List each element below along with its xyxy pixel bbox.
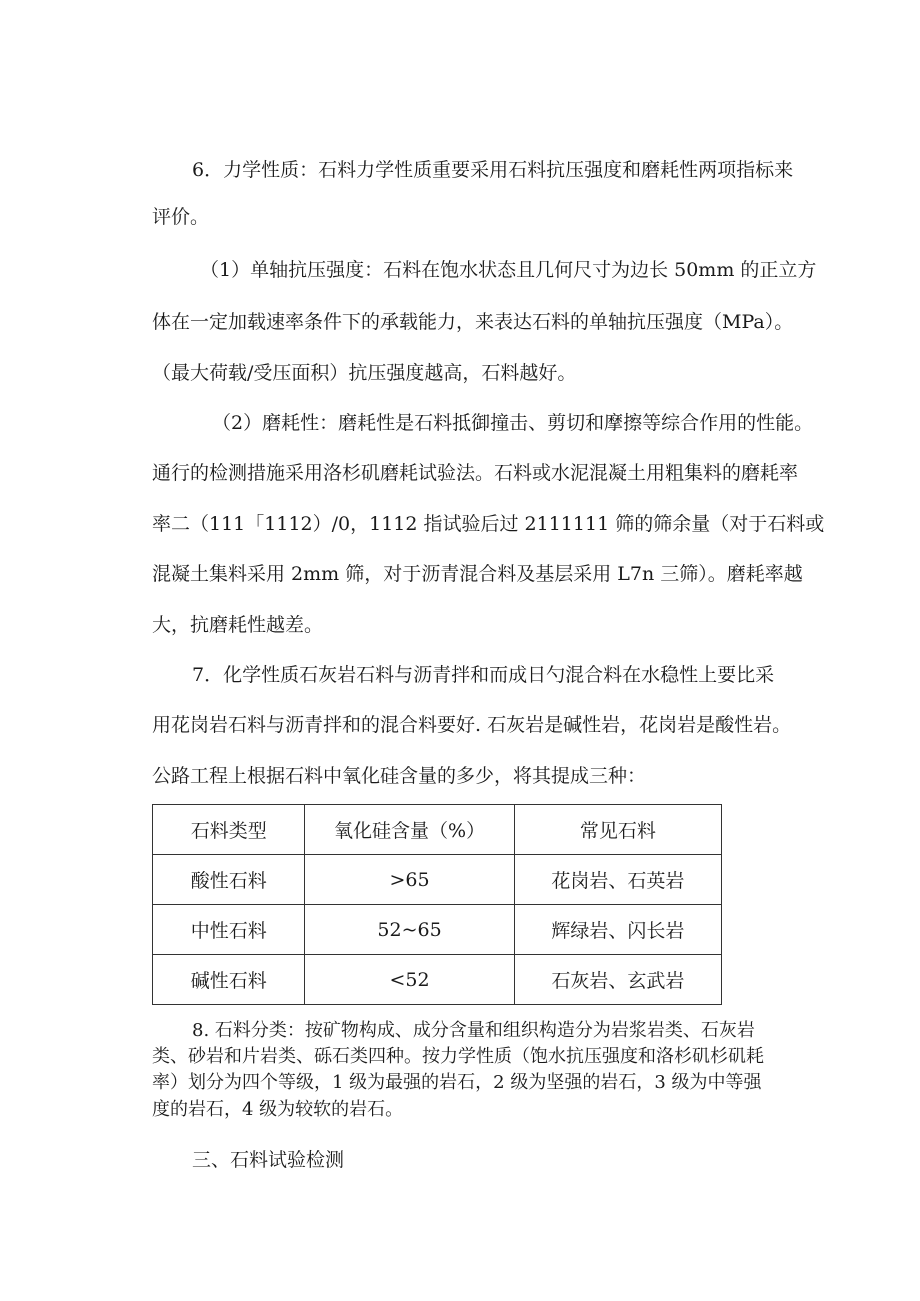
table-cell: <52 bbox=[305, 955, 514, 1005]
paragraph-1-line-2: 体在一定加载速率条件下的承载能力，来表达石料的单轴抗压强度（MPa）。 bbox=[152, 311, 794, 333]
paragraph-7-line-3: 公路工程上根据石料中氧化硅含量的多少，将其提成三种： bbox=[152, 765, 647, 787]
paragraph-7-line-2: 用花岗岩石料与沥青拌和的混合料要好. 石灰岩是碱性岩，花岗岩是酸性岩。 bbox=[152, 714, 792, 736]
table-row bbox=[153, 855, 722, 905]
section-heading: 三、石料试验检测 bbox=[192, 1149, 345, 1171]
silica-content-table bbox=[152, 804, 722, 1005]
paragraph-8-line-4: 度的岩石，4 级为较软的岩石。 bbox=[152, 1099, 404, 1120]
table-cell: 花岗岩、石英岩 bbox=[514, 855, 721, 905]
paragraph-2-line-4: 混凝土集料采用 2mm 筛，对于沥青混合料及基层采用 L7n 三筛）。磨耗率越 bbox=[152, 563, 803, 585]
table-cell: 辉绿岩、闪长岩 bbox=[514, 905, 721, 955]
table-header-cell: 石料类型 bbox=[153, 805, 305, 855]
paragraph-1-line-1: （1）单轴抗压强度：石料在饱水状态且几何尺寸为边长 50mm 的正立方 bbox=[200, 259, 817, 281]
paragraph-2-line-5: 大，抗磨耗性越差。 bbox=[152, 614, 324, 636]
paragraph-6-line-2: 评价。 bbox=[152, 206, 210, 228]
paragraph-8-line-3: 率）划分为四个等级，1 级为最强的岩石，2 级为坚强的岩石，3 级为中等强 bbox=[152, 1072, 762, 1093]
paragraph-2-line-1: （2）磨耗性：磨耗性是石料抵御撞击、剪切和摩擦等综合作用的性能。 bbox=[212, 412, 814, 434]
paragraph-8-line-2: 类、砂岩和片岩类、砾石类四种。按力学性质（饱水抗压强度和洛杉矶杉矶耗 bbox=[152, 1046, 764, 1067]
table-header-cell: 氧化硅含量（%） bbox=[305, 805, 514, 855]
table-header-row bbox=[153, 805, 722, 855]
paragraph-7-line-1: 7．化学性质石灰岩石料与沥青拌和而成日勺混合料在水稳性上要比采 bbox=[192, 664, 775, 686]
table-header-cell: 常见石料 bbox=[514, 805, 721, 855]
table-cell: 石灰岩、玄武岩 bbox=[514, 955, 721, 1005]
table-cell: 碱性石料 bbox=[153, 955, 305, 1005]
table-cell: >65 bbox=[305, 855, 514, 905]
paragraph-6-line-1: 6．力学性质：石料力学性质重要采用石料抗压强度和磨耗性两项指标来 bbox=[192, 159, 794, 181]
table-row bbox=[153, 955, 722, 1005]
table-row bbox=[153, 905, 722, 955]
table-cell: 中性石料 bbox=[153, 905, 305, 955]
paragraph-2-line-3: 率二（111「1112）/0，1112 指试验后过 2111111 筛的筛余量（对于石料或 bbox=[152, 513, 825, 535]
paragraph-8-line-1: 8. 石料分类：按矿物构成、成分含量和组织构造分为岩浆岩类、石灰岩 bbox=[192, 1020, 755, 1041]
paragraph-2-line-2: 通行的检测措施采用洛杉矶磨耗试验法。石料或水泥混凝土用粗集料的磨耗率 bbox=[152, 462, 799, 484]
table-cell: 52~65 bbox=[305, 905, 514, 955]
table-cell: 酸性石料 bbox=[153, 855, 305, 905]
paragraph-1-line-3: （最大荷载/受压面积）抗压强度越高，石料越好。 bbox=[152, 362, 577, 384]
